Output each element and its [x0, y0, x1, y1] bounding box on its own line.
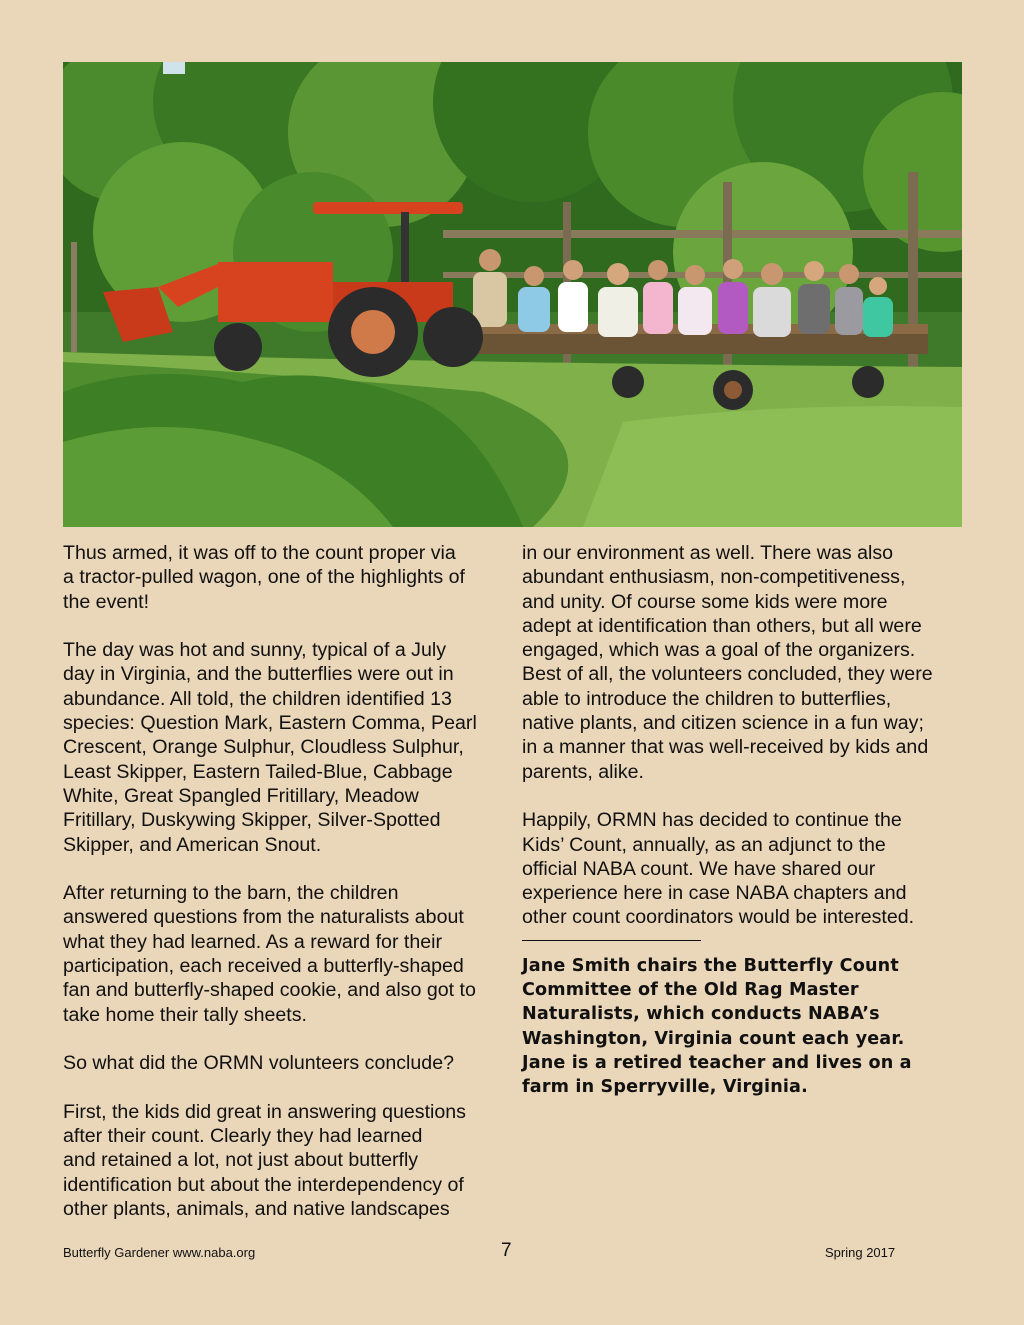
- author-bio-line: Committee of the Old Rag Master: [522, 980, 859, 1001]
- paragraph-gap: [63, 1076, 503, 1100]
- article-photo: [63, 62, 962, 527]
- tractor-wagon-photo-icon: [63, 62, 962, 527]
- body-text-line: other plants, animals, and native landscapes: [63, 1198, 450, 1221]
- body-text-line: after their count. Clearly they had learned: [63, 1125, 423, 1148]
- body-text-line: official NABA count. We have shared our: [522, 857, 876, 880]
- footer-publication: Butterfly Gardener www.naba.org: [63, 1245, 256, 1260]
- body-text-line: fan and butterfly-shaped cookie, and also got to: [63, 979, 476, 1002]
- body-text-line: and retained a lot, not just about butterfly: [63, 1149, 419, 1172]
- body-text-line: native plants, and citizen science in a fun way;: [522, 712, 924, 735]
- body-text-line: abundant enthusiasm, non-competitiveness,: [522, 566, 906, 589]
- body-text-line: what they had learned. As a reward for their: [63, 930, 443, 953]
- body-text-line: Best of all, the volunteers concluded, they were: [522, 663, 933, 686]
- body-text-line: the event!: [63, 590, 150, 613]
- body-text-line: answered questions from the naturalists about: [63, 906, 464, 929]
- body-text-line: adept at identification than others, but all were: [522, 614, 922, 637]
- author-bio-line: Washington, Virginia count each year.: [522, 1028, 905, 1049]
- body-text-line: identification but about the interdependency of: [63, 1173, 464, 1196]
- paragraph-gap: [63, 857, 503, 881]
- body-text-line: White, Great Spangled Fritillary, Meadow: [63, 784, 419, 807]
- body-text-line: Fritillary, Duskywing Skipper, Silver-Spotted: [63, 809, 441, 832]
- body-text-line: Kids’ Count, annually, as an adjunct to the: [522, 833, 886, 856]
- body-text-line: and unity. Of course some kids were more: [522, 590, 888, 613]
- body-text-line: The day was hot and sunny, typical of a July: [63, 639, 447, 662]
- body-text-line: in a manner that was well-received by kids and: [522, 736, 929, 759]
- body-text-line: So what did the ORMN volunteers conclude?: [63, 1052, 454, 1075]
- body-text-line: engaged, which was a goal of the organizers.: [522, 639, 916, 662]
- footer-issue: Spring 2017: [825, 1245, 896, 1260]
- body-text-line: a tractor-pulled wagon, one of the highlights of: [63, 566, 465, 589]
- right-column: [522, 541, 962, 1100]
- page-number: 7: [501, 1240, 512, 1261]
- body-text-line: participation, each received a butterfly-shaped: [63, 955, 464, 978]
- body-text-line: species: Question Mark, Eastern Comma, Pearl: [63, 712, 477, 735]
- body-text-line: Happily, ORMN has decided to continue the: [522, 809, 902, 832]
- paragraph-gap: [522, 784, 962, 808]
- body-text-line: Least Skipper, Eastern Tailed-Blue, Cabbage: [63, 760, 453, 783]
- body-text-line: experience here in case NABA chapters and: [522, 882, 907, 905]
- body-text-line: After returning to the barn, the children: [63, 882, 399, 905]
- body-text-line: abundance. All told, the children identified 13: [63, 687, 452, 710]
- body-text-line: in our environment as well. There was also: [522, 542, 894, 564]
- paragraph-gap: [63, 614, 503, 638]
- author-bio-line: farm in Sperryville, Virginia.: [522, 1077, 808, 1098]
- body-text-line: Thus armed, it was off to the count proper via: [63, 542, 456, 564]
- bio-divider: [522, 940, 701, 941]
- body-text-line: other count coordinators would be interested.: [522, 906, 915, 929]
- body-text-line: able to introduce the children to butterflies,: [522, 687, 892, 710]
- author-bio-line: Naturalists, which conducts NABA’s: [522, 1004, 880, 1025]
- left-column: [63, 541, 503, 1221]
- body-text-line: day in Virginia, and the butterflies were out in: [63, 663, 454, 686]
- body-text-line: Skipper, and American Snout.: [63, 833, 322, 856]
- author-bio-line: Jane Smith chairs the Butterfly Count: [522, 955, 899, 976]
- body-text-line: take home their tally sheets.: [63, 1003, 307, 1026]
- paragraph-gap: [63, 1027, 503, 1051]
- author-bio: [522, 954, 962, 1100]
- body-text-line: parents, alike.: [522, 760, 644, 783]
- body-text-line: Crescent, Orange Sulphur, Cloudless Sulphur,: [63, 736, 464, 759]
- author-bio-line: Jane is a retired teacher and lives on a: [522, 1052, 912, 1073]
- body-text-line: First, the kids did great in answering questions: [63, 1100, 466, 1123]
